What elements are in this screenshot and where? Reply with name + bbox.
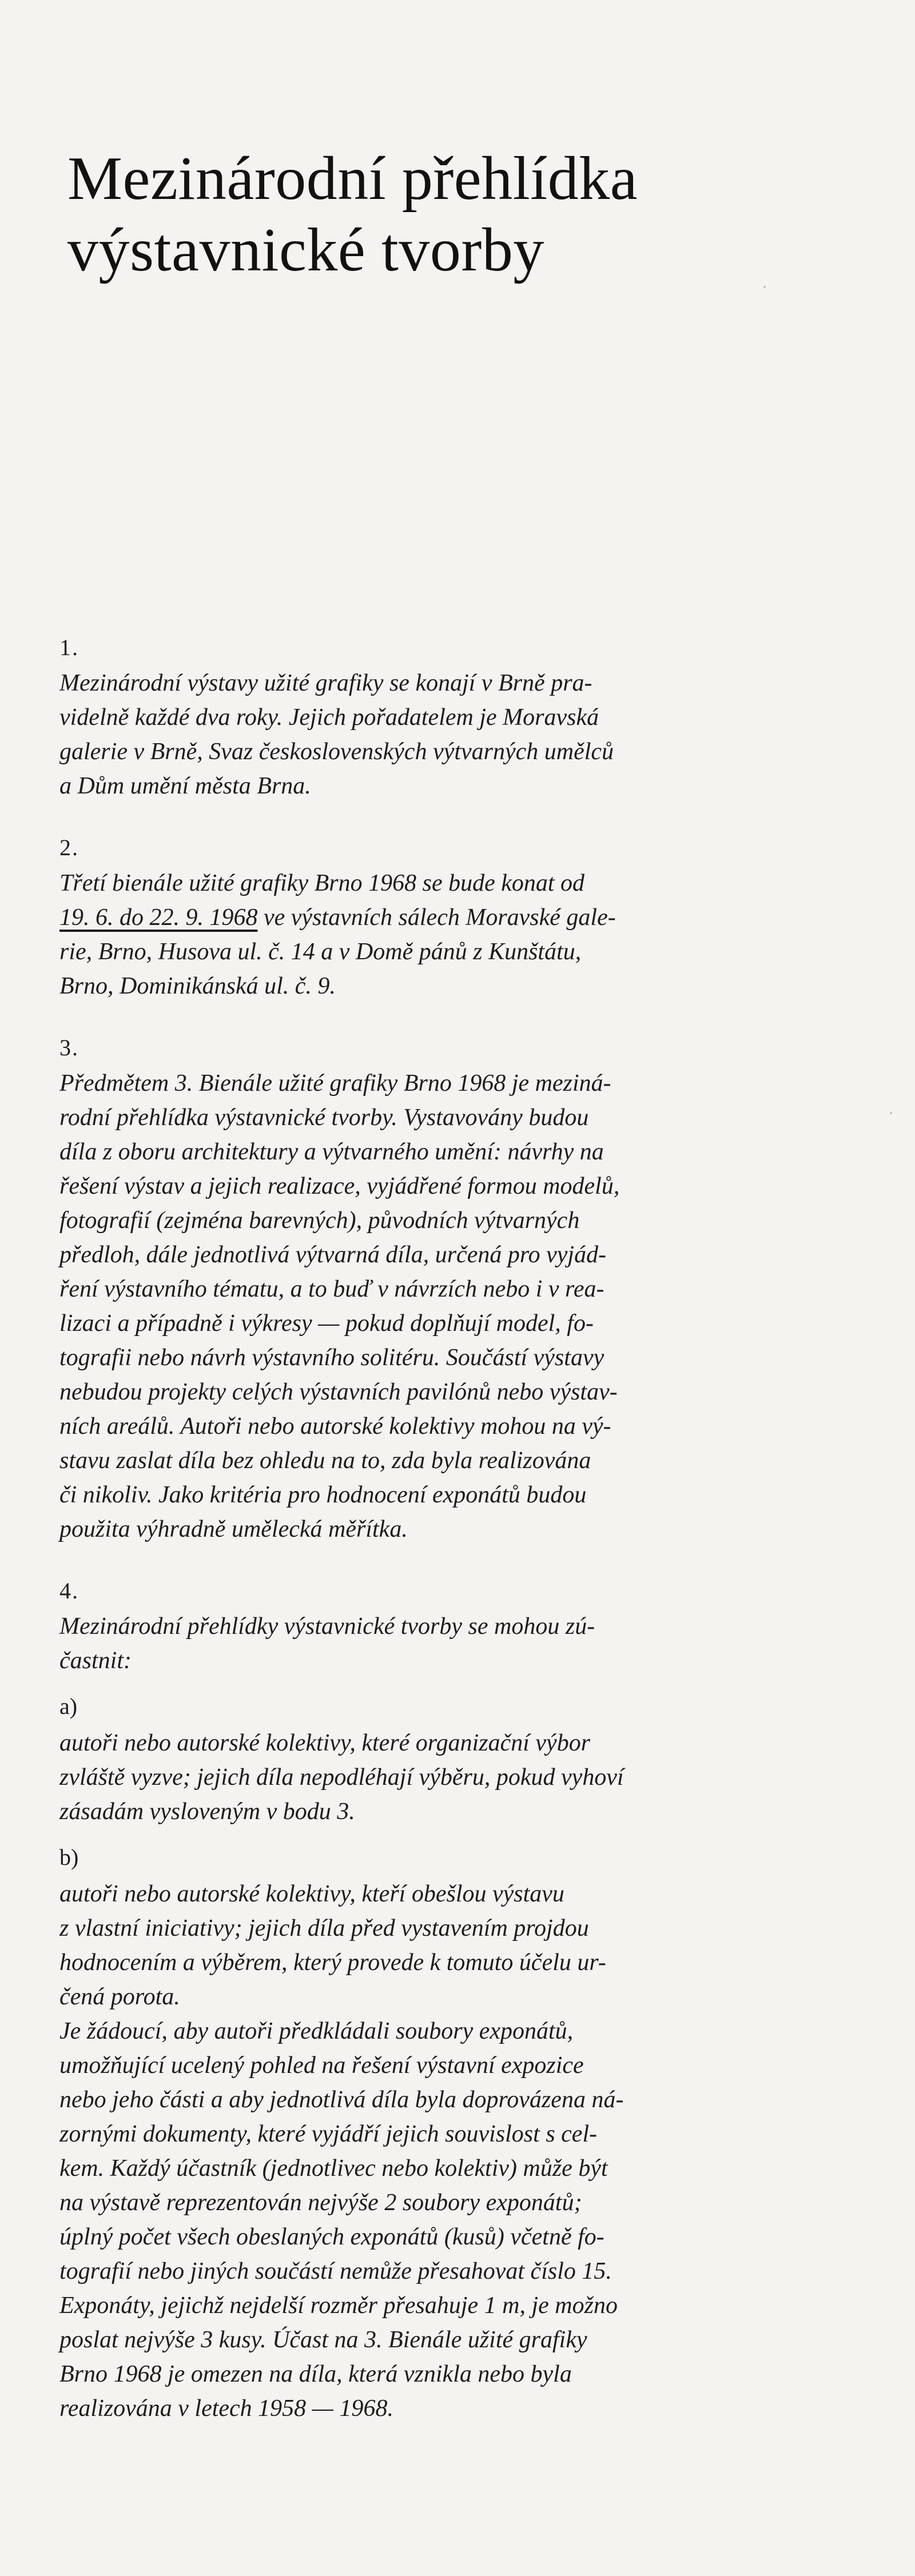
paragraph-line: z vlastní iniciativy; jejich díla před vystavením projdou	[59, 1915, 589, 1941]
paragraph-line: lizaci a případně i výkresy — pokud doplňují model, fo-	[59, 1310, 594, 1337]
section-number: 1.	[59, 635, 79, 660]
subsection-b-paragraph	[59, 1877, 854, 2426]
paragraph-line: řešení výstav a jejich realizace, vyjádřené formou modelů,	[59, 1173, 620, 1199]
section-4	[59, 1575, 854, 2426]
date-range: 19. 6. do 22. 9. 1968	[59, 904, 258, 931]
paragraph-line: hodnocením a výběrem, který provede k tomuto účelu ur-	[59, 1949, 606, 1976]
paragraph-line: a Dům umění města Brna.	[59, 773, 311, 799]
subsection-a-paragraph	[59, 1726, 854, 1829]
paragraph-line: rodní přehlídka výstavnické tvorby. Vystavovány budou	[59, 1104, 589, 1131]
paragraph-line: Třetí bienále užité grafiky Brno 1968 se bude konat od	[59, 870, 585, 896]
section-number: 2.	[59, 835, 79, 860]
section-1	[59, 632, 854, 803]
paragraph-line: Je žádoucí, aby autoři předkládali soubory exponátů,	[59, 2018, 574, 2044]
paragraph-line: autoři nebo autorské kolektivy, které organizační výbor	[59, 1730, 591, 1756]
section-paragraph	[59, 666, 854, 803]
paragraph-line: galerie v Brně, Svaz československých výtvarných umělců	[59, 739, 614, 765]
paragraph-line: fotografií (zejména barevných), původních výtvarných	[59, 1207, 580, 1234]
paragraph-line: nebudou projekty celých výstavních pavilónů nebo výstav-	[59, 1379, 618, 1405]
page-title	[67, 143, 811, 286]
subsection-b-label: b)	[59, 1844, 79, 1870]
paragraph-line: předloh, dále jednotlivá výtvarná díla, určená pro vyjád-	[59, 1242, 607, 1268]
paragraph-line	[59, 900, 854, 935]
paragraph-line: Brno, Dominikánská ul. č. 9.	[59, 973, 336, 999]
paragraph-line: realizována v letech 1958 — 1968.	[59, 2395, 394, 2422]
section-paragraph	[59, 1066, 854, 1546]
paragraph-line: kem. Každý účastník (jednotlivec nebo kolektiv) může být	[59, 2155, 608, 2182]
section-2	[59, 832, 854, 1003]
date-range-continuation: ve výstavních sálech Moravské gale-	[257, 904, 616, 931]
title-line-1: Mezinárodní přehlídka	[67, 145, 638, 213]
paragraph-line: tografii nebo návrh výstavního solitéru. Součástí výstavy	[59, 1345, 604, 1371]
paragraph-line: Brno 1968 je omezen na díla, která vznikla nebo byla	[59, 2361, 572, 2387]
subsection-a-label: a)	[59, 1693, 78, 1719]
paragraph-line: umožňující ucelený pohled na řešení výstavní expozice	[59, 2052, 584, 2079]
paragraph-line: Mezinárodní výstavy užité grafiky se konají v Brně pra-	[59, 670, 592, 696]
title-line-2: výstavnické tvorby	[67, 216, 544, 284]
paragraph-line: častnit:	[59, 1648, 132, 1674]
paragraph-line: použita výhradně umělecká měřítka.	[59, 1516, 408, 1542]
paragraph-line: poslat nejvýše 3 kusy. Účast na 3. Bienále užité grafiky	[59, 2327, 587, 2353]
paragraph-line: úplný počet všech obeslaných exponátů (kusů) včetně fo-	[59, 2224, 604, 2250]
paragraph-line: Mezinárodní přehlídky výstavnické tvorby se mohou zú-	[59, 1613, 595, 1640]
paragraph-line: autoři nebo autorské kolektivy, kteří obešlou výstavu	[59, 1881, 564, 1907]
paragraph-line: či nikoliv. Jako kritéria pro hodnocení exponátů budou	[59, 1482, 587, 1508]
paragraph-line: videlně každé dva roky. Jejich pořadatelem je Moravská	[59, 704, 599, 731]
section-number: 3.	[59, 1035, 79, 1060]
paragraph-line: nebo jeho části a aby jednotlivá díla byla doprovázena ná-	[59, 2087, 624, 2113]
paragraph-line: stavu zaslat díla bez ohledu na to, zda byla realizována	[59, 1447, 591, 1474]
paragraph-line: čená porota.	[59, 1984, 180, 2010]
paragraph-line: Předmětem 3. Bienále užité grafiky Brno 1968 je meziná-	[59, 1070, 611, 1096]
paragraph-line: ních areálů. Autoři nebo autorské kolektivy mohou na vý-	[59, 1413, 611, 1439]
paragraph-line: Exponáty, jejichž nejdelší rozměr přesahuje 1 m, je možno	[59, 2292, 618, 2319]
document-body	[59, 632, 854, 2454]
section-number: 4.	[59, 1578, 79, 1604]
paragraph-line: na výstavě reprezentován nejvýše 2 soubory exponátů;	[59, 2190, 582, 2216]
section-intro	[59, 1609, 854, 1678]
section-3	[59, 1032, 854, 1546]
paper-speck	[763, 286, 766, 288]
paragraph-line: rie, Brno, Husova ul. č. 14 a v Domě pánů z Kunštátu,	[59, 939, 582, 965]
section-paragraph	[59, 866, 854, 1003]
paper-speck	[890, 1112, 892, 1114]
paragraph-line: zvláště vyzve; jejich díla nepodléhají výběru, pokud vyhoví	[59, 1764, 624, 1791]
paragraph-line: díla z oboru architektury a výtvarného umění: návrhy na	[59, 1139, 604, 1165]
paragraph-line: zornými dokumenty, které vyjádří jejich souvislost s cel-	[59, 2121, 598, 2147]
paragraph-line: tografií nebo jiných součástí nemůže přesahovat číslo 15.	[59, 2258, 612, 2284]
paragraph-line: ření výstavního tématu, a to buď v návrzích nebo i v rea-	[59, 1276, 604, 1302]
paragraph-line: zásadám vysloveným v bodu 3.	[59, 1799, 355, 1825]
